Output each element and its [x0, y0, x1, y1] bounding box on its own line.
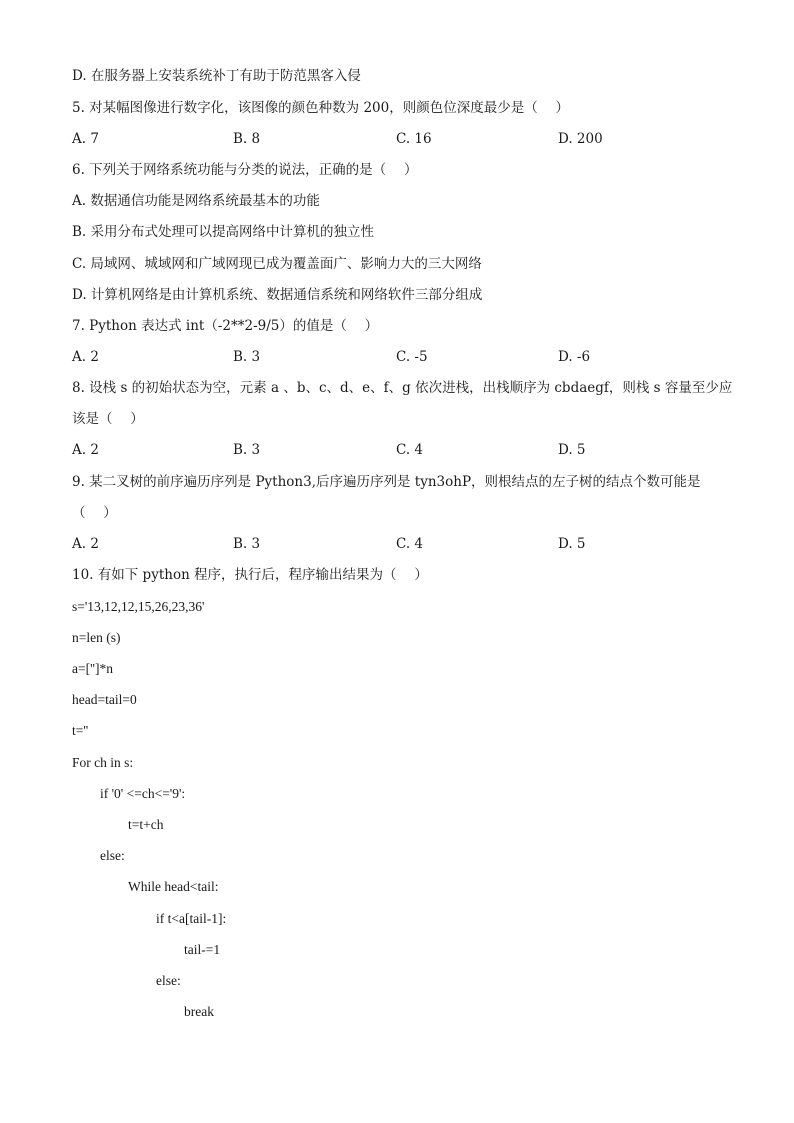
code-line: For ch in s: [72, 755, 134, 770]
q9-stem-line1: 9. 某二叉树的前序遍历序列是 Python3,后序遍历序列是 tyn3ohP，则根结点的左子树的结点个数可能是 [72, 474, 701, 490]
code-line: else: [156, 973, 181, 988]
q6-option-a: A. 数据通信功能是网络系统最基本的功能 [72, 193, 320, 209]
code-line: While head<tail: [128, 879, 219, 894]
q6-option-c: C. 局域网、城域网和广域网现已成为覆盖面广、影响力大的三大网络 [72, 256, 482, 272]
code-line: tail-=1 [184, 942, 221, 957]
q5-option-a: A. 7 [72, 131, 99, 147]
q8-option-c: C. 4 [396, 442, 424, 458]
code-line: t='' [72, 723, 89, 738]
q7-stem: 7. Python 表达式 int（-2**2-9/5）的值是（ ） [72, 318, 379, 334]
q6-option-b: B. 采用分布式处理可以提高网络中计算机的独立性 [72, 224, 375, 240]
code-line: s='13,12,12,15,26,23,36' [72, 599, 205, 614]
q9-option-b: B. 3 [233, 536, 261, 552]
q8-stem-line1: 8. 设栈 s 的初始状态为空，元素 a 、b、c、d、e、f、g 依次进栈，出栈顺序为 cbdaegf，则栈 s 容量至少应 [72, 380, 733, 396]
q5-stem: 5. 对某幅图像进行数字化，该图像的颜色种数为 200，则颜色位深度最少是（ ） [72, 100, 570, 116]
q7-option-c: C. -5 [396, 349, 428, 365]
code-line: t=t+ch [128, 817, 164, 832]
code-line: a=['']*n [72, 661, 113, 676]
q5-option-d: D. 200 [558, 131, 603, 147]
q8-option-a: A. 2 [72, 442, 99, 458]
q8-option-b: B. 3 [233, 442, 261, 458]
q7-option-d: D. -6 [558, 349, 591, 365]
q5-option-c: C. 16 [396, 131, 432, 147]
code-line: else: [100, 848, 125, 863]
q8-stem-line2: 该是（ ） [72, 411, 144, 427]
q6-option-d: D. 计算机网络是由计算机系统、数据通信系统和网络软件三部分组成 [72, 287, 483, 303]
q9-option-a: A. 2 [72, 536, 99, 552]
q7-option-a: A. 2 [72, 349, 99, 365]
q9-stem-line2: （ ） [72, 505, 117, 521]
code-line: n=len (s) [72, 630, 121, 645]
q7-option-b: B. 3 [233, 349, 261, 365]
q6-stem: 6. 下列关于网络系统功能与分类的说法，正确的是（ ） [72, 162, 418, 178]
q5-option-b: B. 8 [233, 131, 261, 147]
q8-option-d: D. 5 [558, 442, 586, 458]
q9-option-d: D. 5 [558, 536, 586, 552]
q9-option-c: C. 4 [396, 536, 424, 552]
q10-stem: 10. 有如下 python 程序，执行后，程序输出结果为（ ） [72, 567, 428, 583]
code-line: head=tail=0 [72, 692, 137, 707]
q4-option-d: D. 在服务器上安装系统补丁有助于防范黑客入侵 [72, 68, 361, 84]
code-line: if '0' <=ch<='9': [100, 786, 186, 801]
code-line: break [184, 1004, 214, 1019]
code-line: if t<a[tail-1]: [156, 911, 227, 926]
